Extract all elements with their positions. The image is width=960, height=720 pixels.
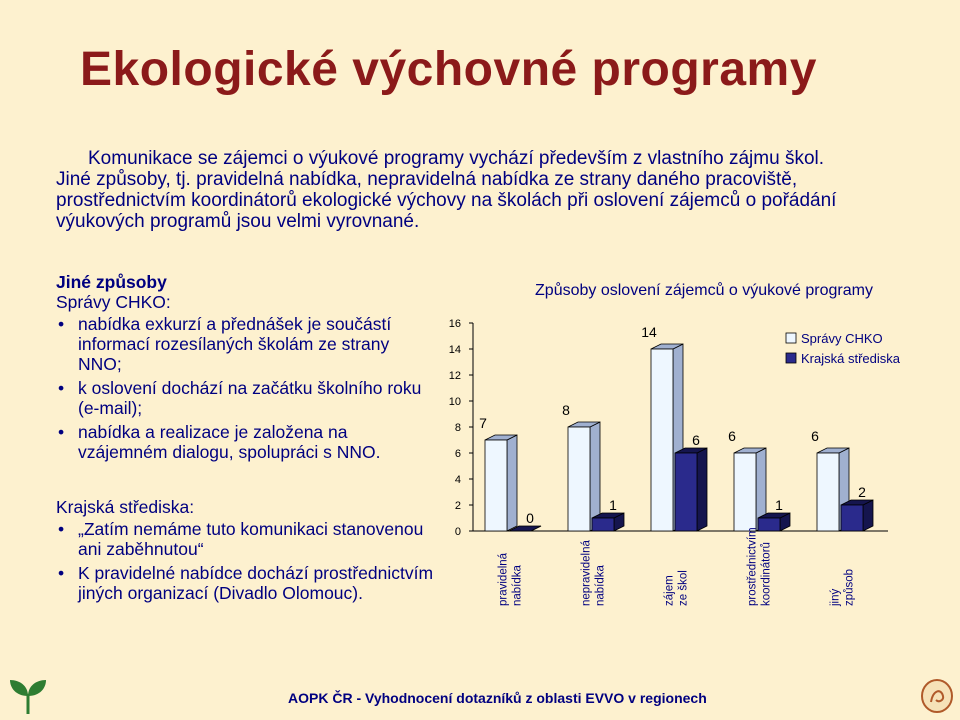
y-tick-label: 4 [454,474,461,486]
data-label: 8 [562,402,570,418]
y-tick-label: 6 [454,448,461,460]
intro-paragraph: Komunikace se zájemci o výukové programy vychází především z vlastního zájmu škol. Jiné způsoby, tj. pravidelná nabídka, nepravidelná nabídka ze strany daného pracoviště, prostřednictvím koordinátorů ekologické výchovy na školách při oslovení zájemců o pořádání výukových programů jsou velmi vyrovnané. [56,148,837,232]
bar-krajska-3 [758,513,790,531]
data-label: 14 [641,324,657,340]
bar-front [734,453,756,531]
legend-swatch [786,353,796,363]
bar-side [697,448,707,531]
bar-krajska-4 [841,500,873,531]
data-label: 1 [609,497,617,513]
y-tick-label: 8 [454,422,461,434]
bar-chko-1 [568,422,600,531]
data-label: 6 [692,432,700,448]
bar-front [485,440,507,531]
list-item: • „Zatím nemáme tuto komunikaci stanovenou ani zaběhnutou“ [56,519,434,559]
bar-front [758,518,780,531]
bar-front [592,518,614,531]
left-block-regional-centres [56,497,434,607]
data-label: 6 [728,428,736,444]
y-tick-label: 12 [448,370,461,382]
x-tick-label: zájem ze škol [663,570,690,606]
bullet-list [56,314,434,462]
left-block-other-ways [56,272,434,466]
data-label: 1 [775,497,783,513]
bar-chko-0 [485,435,517,531]
x-tick-label: prostřednictvím koordinátorů [746,527,773,606]
footer-text: AOPK ČR - Vyhodnocení dotazníků z oblasti EVVO v regionech [288,690,707,706]
bar-chart [440,270,960,640]
bar-front [817,453,839,531]
bullet-list [56,519,434,603]
bar-front [568,427,590,531]
list-item: • k oslovení dochází na začátku školního roku (e-mail); [56,378,434,418]
bar-front [675,453,697,531]
x-tick-label: nepravidelná nabídka [580,540,607,606]
block-subheading: Krajská střediska: [56,497,195,517]
block-subheading: Správy CHKO: [56,292,171,312]
slide-title: Ekologické výchovné programy [80,43,817,96]
bar-krajska-2 [675,448,707,531]
data-label: 6 [811,428,819,444]
y-tick-label: 0 [454,526,461,538]
bar-front [841,505,863,531]
legend-label: Krajská střediska [801,351,900,366]
y-tick-label: 16 [448,318,461,330]
list-item: • K pravidelné nabídce dochází prostřednictvím jiných organizací (Divadlo Olomouc). [56,563,434,603]
data-label: 2 [858,484,866,500]
x-tick-label: jiný způsob [829,568,856,606]
bar-krajska-1 [592,513,624,531]
seal-icon [920,678,954,714]
leaf-logo-icon [6,676,50,716]
y-tick-label: 10 [448,396,461,408]
data-label: 0 [526,510,534,526]
y-tick-label: 2 [454,500,461,512]
legend-label: Správy CHKO [801,331,883,346]
list-item: • nabídka exkurzí a přednášek je součástí informací rozesílaných školám ze strany NNO; [56,314,434,374]
list-item: • nabídka a realizace je založena na vzájemném dialogu, spolupráci s NNO. [56,422,434,462]
bar-side [507,435,517,531]
bar-front [651,349,673,531]
data-label: 7 [479,415,487,431]
chart-title: Způsoby oslovení zájemců o výukové programy [535,282,873,299]
y-tick-label: 14 [448,344,461,356]
block-heading: Jiné způsoby [56,272,167,292]
legend-swatch [786,333,796,343]
x-tick-label: pravidelná nabídka [497,552,524,606]
